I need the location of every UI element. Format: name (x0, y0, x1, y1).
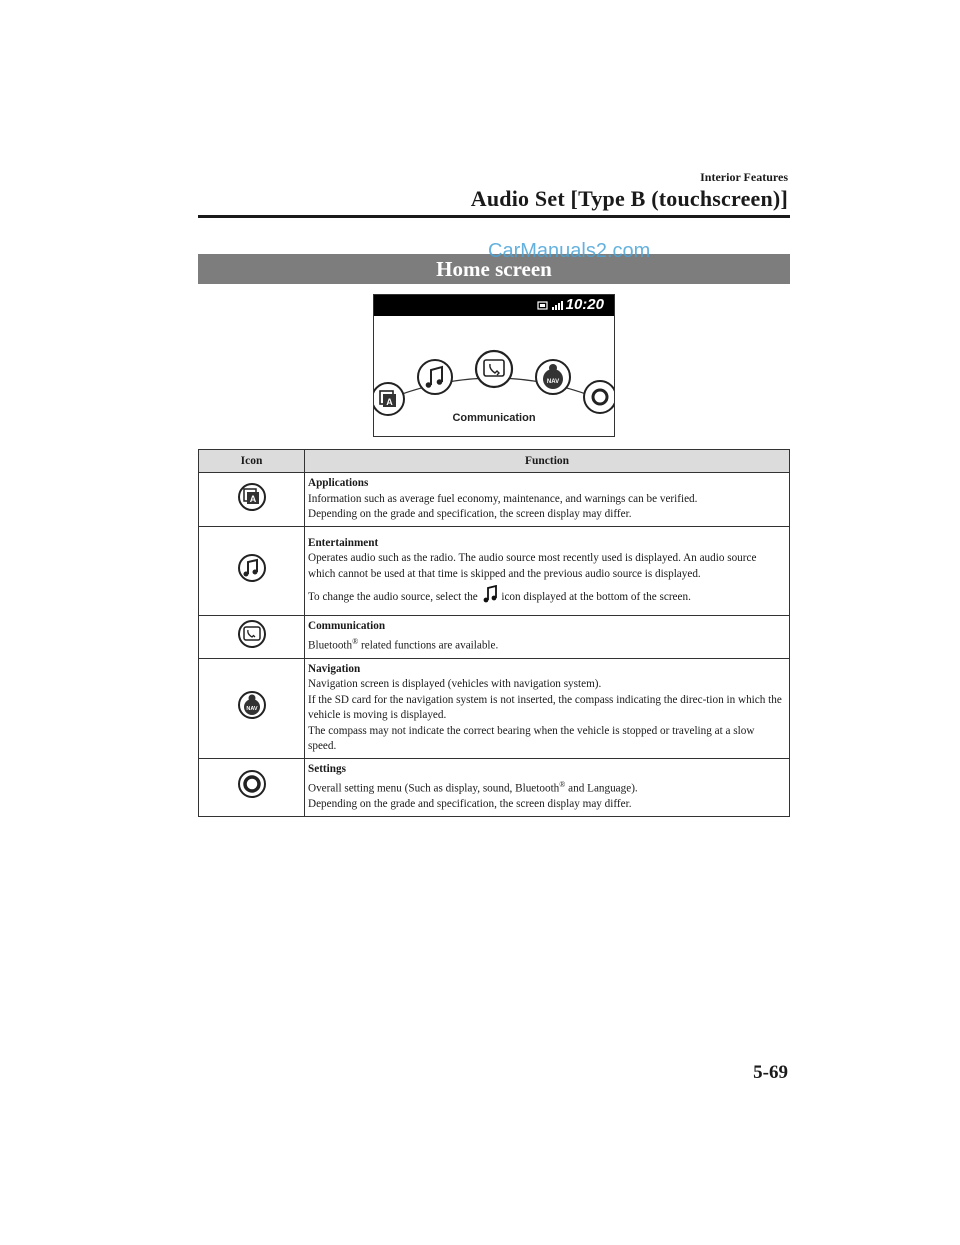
watermark: CarManuals2.com (488, 240, 651, 262)
function-cell (305, 526, 790, 615)
function-column-header: Function (305, 450, 790, 473)
note-text-after: icon displayed at the bottom of the screen. (501, 591, 691, 603)
function-note (308, 585, 785, 606)
navigation-icon (536, 360, 570, 394)
header-rule (198, 215, 790, 218)
registered-mark: ® (352, 637, 359, 647)
applications-icon (374, 383, 404, 415)
icon-cell (199, 758, 305, 816)
banner: Home screen (198, 254, 790, 284)
function-name: Entertainment (308, 536, 379, 549)
settings-icon (237, 769, 267, 799)
home-screen-illustration (373, 294, 615, 437)
applications-icon (237, 482, 267, 512)
function-text: Depending on the grade and specification, the screen display may differ. (308, 508, 632, 520)
function-cell (305, 473, 790, 527)
table-row (199, 615, 790, 658)
function-name: Settings (308, 762, 346, 775)
section-label: Interior Features (700, 170, 788, 184)
function-name: Applications (308, 477, 369, 489)
icon-function-table (198, 449, 790, 817)
focused-label: Communication (452, 412, 536, 424)
svg-text:A: A (249, 493, 256, 504)
function-text: The compass may not indicate the correct bearing when the vehicle is stopped or traveling at a slow speed. (308, 724, 755, 752)
icon-column-header: Icon (199, 450, 305, 473)
function-cell (305, 758, 790, 816)
table-row (199, 526, 790, 615)
function-cell (305, 615, 790, 658)
icon-cell (199, 615, 305, 658)
function-text: Depending on the grade and specification, the screen display may differ. (308, 798, 632, 811)
note-text-before: To change the audio source, select the (308, 591, 478, 603)
function-text: Operates audio such as the radio. The audio source most recently used is displayed. An audio source which cannot be used at that time is skipped and the previous audio source is displayed. (308, 552, 757, 580)
svg-text:A: A (386, 397, 393, 407)
navigation-icon (237, 690, 267, 720)
icon-cell (199, 658, 305, 758)
function-name: Navigation (308, 662, 361, 675)
clock: 10:20 (565, 296, 604, 313)
function-text: Navigation screen is displayed (vehicles with navigation system). (308, 678, 602, 690)
communication-icon (237, 619, 267, 649)
table-row (199, 658, 790, 758)
svg-text:NAV: NAV (245, 706, 258, 713)
function-text: Information such as average fuel economy, maintenance, and warnings can be verified. (308, 492, 698, 505)
function-text: Bluetooth® related functions are available. (308, 637, 499, 652)
chapter-title: Audio Set [Type B (touchscreen)] (470, 186, 788, 211)
svg-text:NAV: NAV (546, 379, 560, 385)
function-name: Communication (308, 619, 386, 632)
entertainment-icon (237, 553, 267, 583)
icon-cell (199, 473, 305, 527)
function-text: Overall setting menu (Such as display, sound, Bluetooth® and Language). (308, 780, 638, 795)
icon-cell (199, 526, 305, 615)
entertainment-icon (418, 360, 452, 394)
table-row (199, 473, 790, 527)
settings-icon (584, 381, 614, 413)
function-cell (305, 658, 790, 758)
music-note-icon (483, 585, 497, 603)
function-text: If the SD card for the navigation system is not inserted, the compass indicating the direc-tion in which the vehicle is moving is displayed. (308, 693, 782, 721)
page-number: 5-69 (753, 1062, 788, 1083)
table-row (199, 758, 790, 816)
communication-icon (476, 351, 512, 387)
table-header-row (199, 450, 790, 473)
registered-mark: ® (559, 780, 566, 789)
